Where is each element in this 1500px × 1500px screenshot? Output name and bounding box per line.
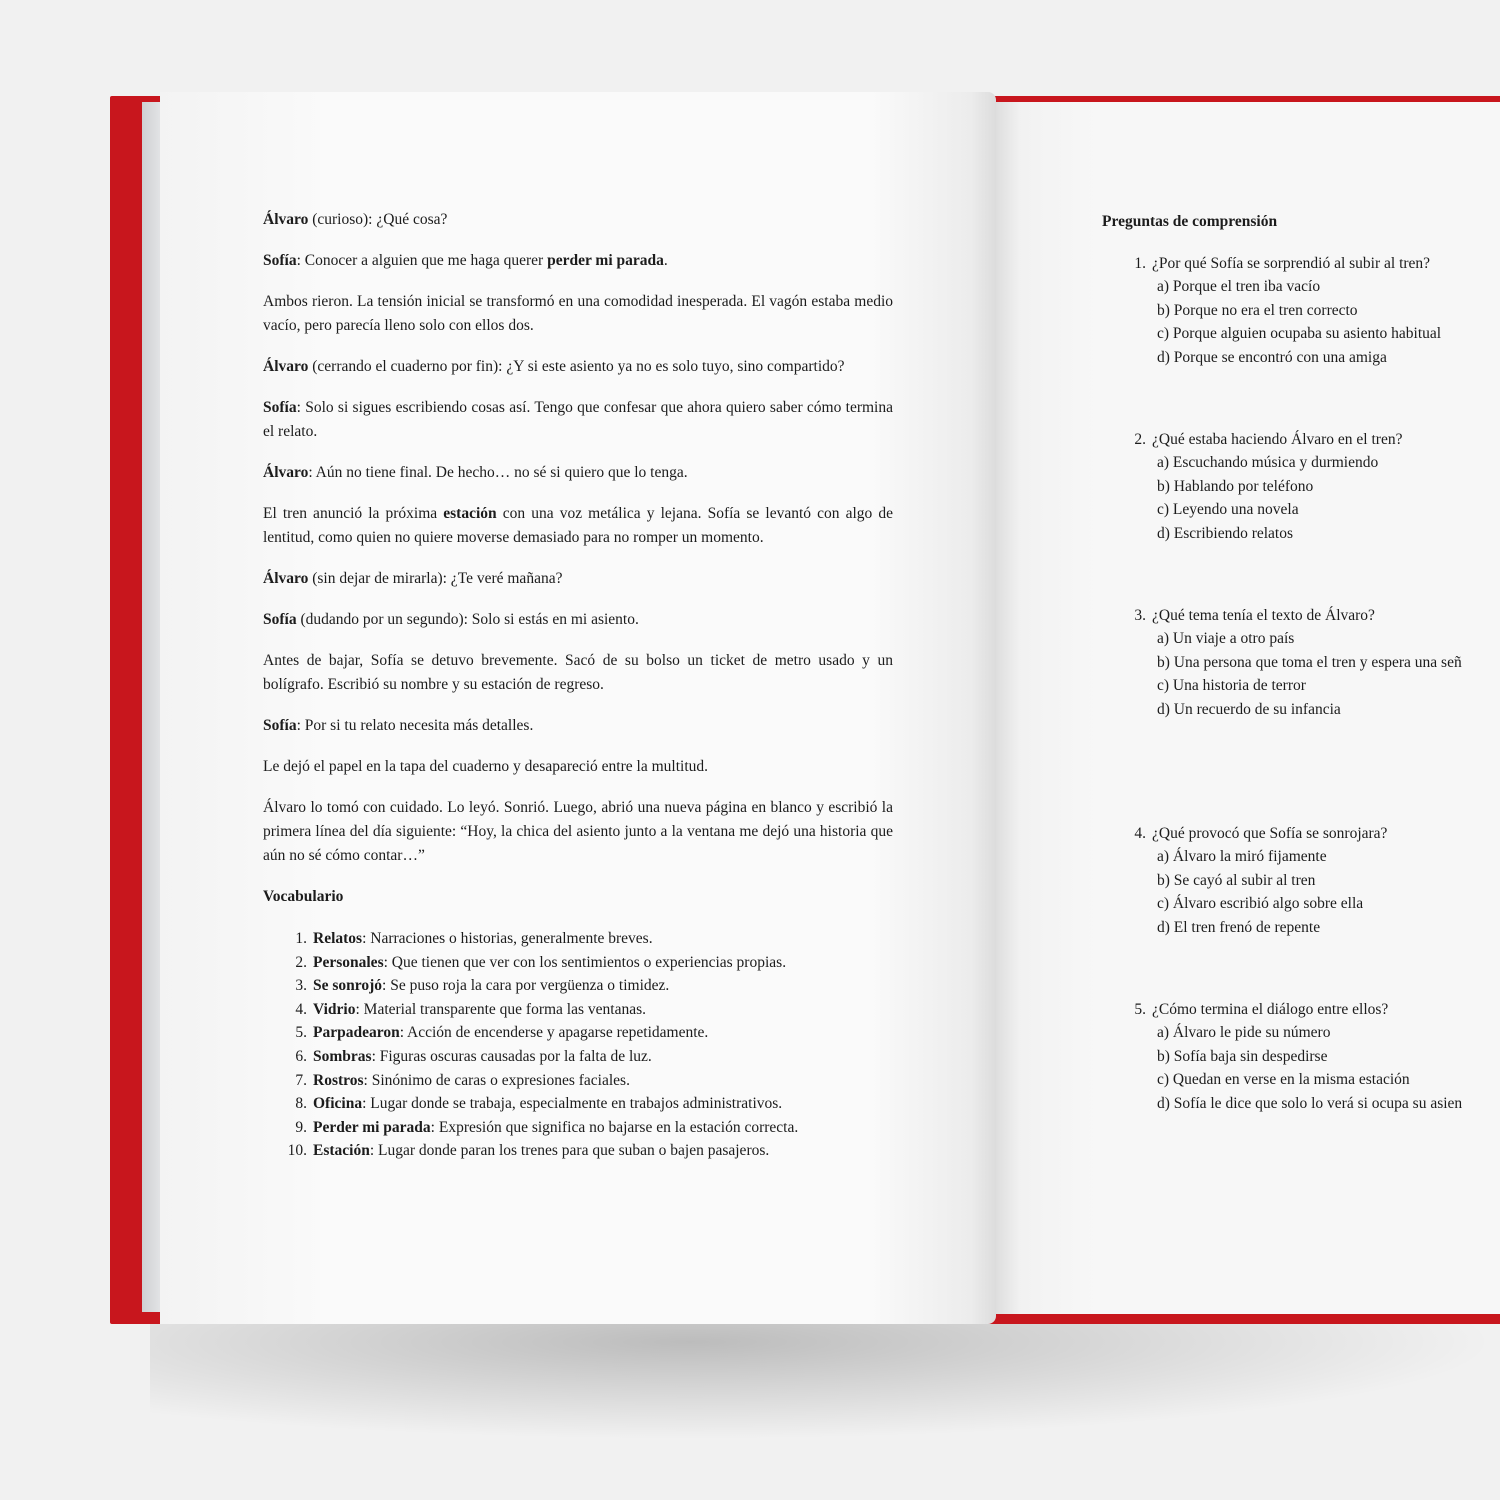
vocabulary-term: Rostros	[313, 1071, 364, 1089]
answer-option: d) Sofía le dice que solo lo verá si ocupa su asien	[1157, 1094, 1463, 1112]
paragraph-text: (dudando por un segundo): Solo si estás en mi asiento.	[296, 611, 639, 628]
vocabulary-item	[263, 927, 893, 951]
vocabulary-definition: : Acción de encenderse y apagarse repetidamente.	[399, 1024, 709, 1042]
story-paragraph	[263, 208, 893, 232]
speaker-name: Sofía	[263, 399, 297, 416]
bold-term: estación	[443, 505, 497, 522]
paragraph-text: : Por si tu relato necesita más detalles.	[296, 717, 534, 734]
answer-option: a) Álvaro le pide su número	[1157, 1024, 1331, 1042]
story-paragraph	[263, 396, 893, 444]
paragraph-text: : Aún no tiene final. De hecho… no sé si quiero que lo tenga.	[308, 464, 688, 481]
vocabulary-number: 7.	[295, 1071, 307, 1089]
paragraph-text: El tren anunció la próxima	[263, 505, 444, 522]
vocabulary-entry	[313, 974, 669, 998]
vocabulary-term: Parpadearon	[313, 1024, 400, 1042]
answer-option: d) Escribiendo relatos	[1157, 524, 1294, 542]
story-paragraph	[263, 567, 893, 591]
vocabulary-item	[263, 1045, 893, 1069]
question-text: ¿Qué estaba haciendo Álvaro en el tren?	[1152, 431, 1403, 448]
answer-option: a) Escuchando música y durmiendo	[1157, 454, 1379, 472]
vocabulary-item	[263, 1069, 893, 1093]
story-paragraphs	[263, 208, 893, 868]
vocabulary-definition: : Que tienen que ver con los sentimientos o experiencias propias.	[383, 953, 787, 971]
question-text: ¿Qué tema tenía el texto de Álvaro?	[1152, 607, 1375, 624]
paragraph-text: (cerrando el cuaderno por fin): ¿Y si este asiento ya no es solo tuyo, sino compartido?	[308, 358, 845, 375]
question-number: 2.	[1134, 431, 1146, 448]
speaker-name: Álvaro	[263, 358, 309, 375]
question-text: ¿Cómo termina el diálogo entre ellos?	[1152, 1001, 1389, 1018]
vocabulary-entry	[313, 1116, 798, 1140]
vocabulary-item	[263, 1116, 893, 1140]
vocabulary-number: 9.	[295, 1118, 307, 1136]
vocabulary-number: 8.	[295, 1095, 307, 1113]
vocabulary-definition: : Lugar donde se trabaja, especialmente en trabajos administrativos.	[362, 1095, 783, 1113]
vocabulary-term: Oficina	[313, 1095, 363, 1113]
answer-option: c) Leyendo una novela	[1157, 501, 1299, 519]
answer-option: d) Porque se encontró con una amiga	[1157, 348, 1387, 366]
vocabulary-term: Se sonrojó	[313, 977, 383, 995]
vocabulary-entry	[313, 1139, 769, 1163]
vocabulary-term: Personales	[313, 953, 384, 971]
answer-option: a) Porque el tren iba vacío	[1157, 278, 1321, 296]
vocabulary-definition: : Expresión que significa no bajarse en la estación correcta.	[430, 1118, 799, 1136]
vocabulary-number: 1.	[295, 930, 307, 947]
question-text: ¿Qué provocó que Sofía se sonrojara?	[1152, 825, 1388, 842]
questions-title: Preguntas de comprensión	[1102, 213, 1278, 230]
answer-option: c) Una historia de terror	[1157, 677, 1306, 695]
question-text: ¿Por qué Sofía se sorprendió al subir al tren?	[1152, 255, 1431, 272]
question-block	[1102, 252, 1441, 369]
vocabulary-item	[263, 951, 893, 975]
story-paragraph	[263, 714, 893, 738]
vocabulary-item	[263, 1092, 893, 1116]
paragraph-text: Antes de bajar, Sofía se detuvo brevemente. Sacó de su bolso un ticket de metro usado y un bolígrafo. Escribió su nombre y su estación de regreso.	[263, 652, 893, 693]
right-page-text	[1102, 210, 1500, 1130]
answer-option: c) Quedan en verse en la misma estación	[1157, 1071, 1410, 1089]
question-number: 5.	[1134, 1001, 1146, 1018]
vocabulary-entry	[313, 951, 786, 975]
vocabulary-entry	[313, 927, 653, 951]
paragraph-text: Álvaro lo tomó con cuidado. Lo leyó. Sonrió. Luego, abrió una nueva página en blanco y escribió la primera línea del día siguiente: “Hoy, la chica del asiento junto a la ventana me dejó una historia que aún no sé cómo contar…”	[263, 799, 893, 864]
question-line	[1102, 998, 1462, 1021]
bold-term: perder mi parada	[547, 252, 664, 269]
story-paragraph	[263, 249, 893, 273]
vocabulary-entry	[313, 1045, 652, 1069]
speaker-name: Álvaro	[263, 570, 309, 587]
vocabulary-definition: : Lugar donde paran los trenes para que suban o bajen pasajeros.	[369, 1142, 770, 1160]
vocabulary-number: 10.	[287, 1142, 307, 1160]
question-number: 4.	[1134, 825, 1146, 842]
vocabulary-definition: : Sinónimo de caras o expresiones faciales.	[363, 1071, 630, 1089]
question-line	[1102, 252, 1441, 275]
answer-option: d) Un recuerdo de su infancia	[1157, 700, 1341, 718]
question-block	[1102, 428, 1402, 545]
speaker-name: Álvaro	[263, 211, 309, 228]
story-paragraph	[263, 290, 893, 338]
vocabulary-number: 6.	[295, 1047, 307, 1065]
answer-option: d) El tren frenó de repente	[1157, 918, 1321, 936]
left-page-text	[263, 208, 893, 1163]
story-paragraph	[263, 796, 893, 868]
paragraph-text: con una voz metálica y lejana. Sofía se levantó con algo de lentitud, como quien no quiere moverse demasiado para no romper un momento.	[263, 505, 893, 546]
vocabulary-definition: : Figuras oscuras causadas por la falta de luz.	[371, 1047, 652, 1065]
speaker-name: Sofía	[263, 717, 297, 734]
vocabulary-term: Perder mi parada	[313, 1118, 431, 1136]
paragraph-text: .	[663, 252, 668, 269]
vocabulary-number: 3.	[295, 977, 307, 995]
vocabulary-definition: : Narraciones o historias, generalmente breves.	[362, 930, 653, 947]
speaker-name: Álvaro	[263, 464, 309, 481]
answer-option: c) Álvaro escribió algo sobre ella	[1157, 895, 1364, 913]
answer-option: a) Álvaro la miró fijamente	[1157, 848, 1327, 866]
speaker-name: Sofía	[263, 611, 297, 628]
paragraph-text: : Conocer a alguien que me haga querer	[296, 252, 548, 269]
vocabulary-definition: : Material transparente que forma las ventanas.	[355, 1000, 646, 1018]
answer-option: b) Se cayó al subir al tren	[1157, 871, 1316, 889]
vocabulary-term: Estación	[313, 1142, 370, 1160]
vocabulary-number: 2.	[295, 953, 307, 971]
answer-option: b) Hablando por teléfono	[1157, 477, 1314, 495]
vocabulary-item	[263, 974, 893, 998]
vocabulary-term: Relatos	[313, 930, 363, 947]
paragraph-text: Ambos rieron. La tensión inicial se transformó en una comodidad inesperada. El vagón estaba medio vacío, pero parecía lleno solo con ellos dos.	[263, 293, 893, 334]
answer-option: b) Una persona que toma el tren y espera una señ	[1157, 653, 1462, 671]
speaker-name: Sofía	[263, 252, 297, 269]
answer-option: a) Un viaje a otro país	[1157, 630, 1295, 648]
vocabulary-entry	[313, 998, 646, 1022]
question-number: 1.	[1134, 255, 1146, 272]
vocabulary-term: Sombras	[313, 1047, 372, 1065]
vocabulary-entry	[313, 1092, 782, 1116]
story-paragraph	[263, 755, 893, 779]
vocabulary-item	[263, 998, 893, 1022]
vocabulary-number: 5.	[295, 1024, 307, 1042]
story-paragraph	[263, 608, 893, 632]
vocabulary-item	[263, 1139, 893, 1163]
vocabulary-definition: : Se puso roja la cara por vergüenza o timidez.	[382, 977, 670, 995]
answer-option: b) Porque no era el tren correcto	[1157, 301, 1358, 319]
answer-option: c) Porque alguien ocupaba su asiento habitual	[1157, 325, 1442, 343]
question-block	[1102, 822, 1387, 939]
paragraph-text: (sin dejar de mirarla): ¿Te veré mañana?	[308, 570, 563, 587]
vocabulary-list	[263, 927, 893, 1163]
question-number: 3.	[1134, 607, 1146, 624]
question-line	[1102, 604, 1462, 627]
question-line	[1102, 428, 1402, 451]
story-paragraph	[263, 649, 893, 697]
story-paragraph	[263, 461, 893, 485]
vocabulary-number: 4.	[295, 1000, 307, 1018]
paragraph-text: Le dejó el papel en la tapa del cuaderno y desapareció entre la multitud.	[263, 758, 708, 775]
story-paragraph	[263, 502, 893, 550]
vocabulary-item	[263, 1021, 893, 1045]
paragraph-text: (curioso): ¿Qué cosa?	[308, 211, 448, 228]
vocabulary-entry	[313, 1021, 708, 1045]
vocabulary-term: Vidrio	[313, 1000, 356, 1018]
vocabulary-entry	[313, 1069, 630, 1093]
question-block	[1102, 998, 1462, 1115]
question-line	[1102, 822, 1387, 845]
story-paragraph	[263, 355, 893, 379]
paragraph-text: : Solo si sigues escribiendo cosas así. Tengo que confesar que ahora quiero saber cómo termina el relato.	[263, 399, 893, 440]
question-block	[1102, 604, 1462, 721]
answer-option: b) Sofía baja sin despedirse	[1157, 1047, 1328, 1065]
vocabulary-title: Vocabulario	[263, 888, 344, 905]
